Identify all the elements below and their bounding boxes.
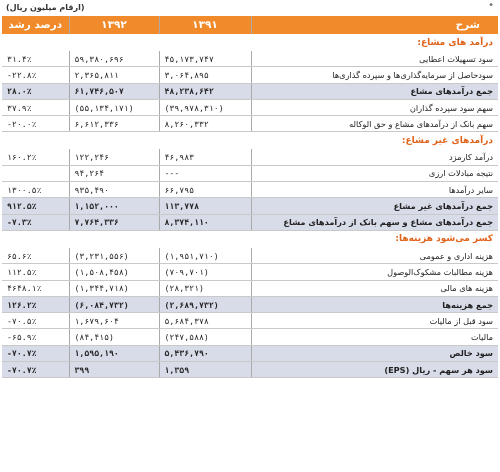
section-header [2, 132, 498, 150]
table-row [2, 264, 498, 280]
cell-1391: ۵,۴۳۶,۷۹۰ [159, 345, 251, 361]
row-desc: مالیات [251, 329, 498, 345]
cell-1392: (۶,۰۸۴,۷۳۲) [69, 296, 159, 312]
total-row [2, 83, 498, 99]
cell-1391: (۲,۶۸۹,۷۳۲) [159, 296, 251, 312]
cell-1391: ۱,۳۵۹ [159, 362, 251, 378]
table-body [2, 16, 498, 378]
row-desc: سایر درآمدها [251, 182, 498, 198]
cell-1391: (۷۰۹,۷۰۱) [159, 264, 251, 280]
cell-1392: ۹۳۵,۴۹۰ [69, 182, 159, 198]
cell-1391: ۴۶,۹۸۳ [159, 149, 251, 165]
row-desc: نتیجه مبادلات ارزی [251, 165, 498, 181]
row-desc: درآمد کارمزد [251, 149, 498, 165]
cell-growth: -۲۲.۸٪ [2, 67, 69, 83]
cell-1392: (۱,۳۴۴,۷۱۸) [69, 280, 159, 296]
table-header [2, 16, 498, 34]
header-1391: ۱۳۹۱ [159, 16, 251, 34]
section-label: کسر می‌شود هزینه‌ها: [2, 230, 498, 248]
cell-1392: ۶۱,۷۴۶,۵۰۷ [69, 83, 159, 99]
cell-growth: ۱۱۲.۵٪ [2, 264, 69, 280]
cell-1392: (۳,۲۳۱,۵۵۶) [69, 248, 159, 264]
cell-growth: -۷.۳٪ [2, 214, 69, 230]
cell-growth: ۳۱.۴٪ [2, 51, 69, 67]
header-1392: ۱۳۹۲ [69, 16, 159, 34]
cell-growth: -۷۰.۷٪ [2, 362, 69, 378]
row-desc: سهم سود سپرده گذاران [251, 99, 498, 115]
section-header [2, 34, 498, 51]
cell-growth: ۹۱۲.۵٪ [2, 198, 69, 214]
cell-1392: ۱۲۲,۲۴۶ [69, 149, 159, 165]
total-row [2, 198, 498, 214]
row-desc: سود خالص [251, 345, 498, 361]
cell-1392: ۵۹,۳۸۰,۶۹۶ [69, 51, 159, 67]
section-label: درآمد های مشاع: [2, 34, 498, 51]
cell-1391: (۲۸,۳۲۱) [159, 280, 251, 296]
row-desc: سود هر سهم - ریال (EPS) [251, 362, 498, 378]
table-row [2, 329, 498, 345]
table-row [2, 248, 498, 264]
table-row [2, 182, 498, 198]
cell-1392: ۱,۱۵۲,۰۰۰ [69, 198, 159, 214]
total-row [2, 214, 498, 230]
table-row [2, 280, 498, 296]
table-row [2, 116, 498, 132]
cell-1392: ۶,۶۱۲,۳۳۶ [69, 116, 159, 132]
total-row [2, 362, 498, 378]
row-desc: سودحاصل از سرمایه‌گذاری‌ها و سپرده گذاری‌ها [251, 67, 498, 83]
cell-growth: ۶۵.۶٪ [2, 248, 69, 264]
cell-growth: ۲۸.۰٪ [2, 83, 69, 99]
cell-1391: (۳۹,۹۷۸,۳۱۰) [159, 99, 251, 115]
row-desc: جمع درآمدهای مشاع و سهم بانک از درآمدهای مشاع [251, 214, 498, 230]
total-row [2, 345, 498, 361]
header-growth: درصد رشد [2, 16, 69, 34]
cell-1392: ۱,۶۷۹,۶۰۴ [69, 313, 159, 329]
header-desc: شرح [251, 16, 498, 34]
cell-1391: ۸,۳۷۴,۱۱۰ [159, 214, 251, 230]
cell-growth: ۱۳۰۰.۵٪ [2, 182, 69, 198]
cell-growth: -۷۰.۷٪ [2, 345, 69, 361]
cell-1391: ۴۸,۲۳۸,۶۴۲ [159, 83, 251, 99]
cell-1391: --- [159, 165, 251, 181]
cell-1391: ۳,۰۶۴,۸۹۵ [159, 67, 251, 83]
cell-1392: ۲,۳۶۵,۸۱۱ [69, 67, 159, 83]
row-desc: جمع هزینه‌ها [251, 296, 498, 312]
cell-1392: ۳۹۹ [69, 362, 159, 378]
cell-growth: ۳۷.۹٪ [2, 99, 69, 115]
cell-growth: -۶۵.۹٪ [2, 329, 69, 345]
cell-growth: ۱۲۶.۲٪ [2, 296, 69, 312]
table-row [2, 67, 498, 83]
cell-1391: ۴۵,۱۷۳,۷۴۷ [159, 51, 251, 67]
row-desc: سهم بانک از درآمدهای مشاع و حق الوکاله [251, 116, 498, 132]
cell-1392: ۱,۵۹۵,۱۹۰ [69, 345, 159, 361]
cell-1391: ۵,۶۸۴,۳۷۸ [159, 313, 251, 329]
cell-1392: (۸۴,۴۱۵) [69, 329, 159, 345]
row-desc: هزینه اداری و عمومی [251, 248, 498, 264]
table-row [2, 149, 498, 165]
row-desc: سود تسهیلات اعطایی [251, 51, 498, 67]
cell-1391: ۶۶,۷۹۵ [159, 182, 251, 198]
cell-1391: (۲۴۷,۵۸۸) [159, 329, 251, 345]
row-desc: سود قبل از مالیات [251, 313, 498, 329]
cell-1392: ۹۴,۲۶۴ [69, 165, 159, 181]
total-row [2, 296, 498, 312]
header-note: (ارقام میلیون ریال) [6, 3, 85, 12]
section-label: درآمدهای غیر مشاع: [2, 132, 498, 150]
row-desc: جمع درآمدهای مشاع [251, 83, 498, 99]
table-row [2, 313, 498, 329]
cell-growth [2, 165, 69, 181]
cell-1391: ۸,۲۶۰,۳۳۲ [159, 116, 251, 132]
cell-growth: ۴۶۴۸.۱٪ [2, 280, 69, 296]
row-desc: جمع درآمدهای غیر مشاع [251, 198, 498, 214]
cell-1391: (۱,۹۵۱,۷۱۰) [159, 248, 251, 264]
cell-growth: ۱۶۰.۲٪ [2, 149, 69, 165]
cell-1392: (۵۵,۱۳۴,۱۷۱) [69, 99, 159, 115]
table-row [2, 165, 498, 181]
cell-1392: (۱,۵۰۸,۴۵۸) [69, 264, 159, 280]
cell-growth: -۷۰.۵٪ [2, 313, 69, 329]
corner-dot: • [488, 0, 494, 11]
section-header [2, 230, 498, 248]
cell-growth: -۲۰.۰٪ [2, 116, 69, 132]
table-row [2, 51, 498, 67]
cell-1391: ۱۱۳,۷۷۸ [159, 198, 251, 214]
cell-1392: ۷,۷۶۴,۳۳۶ [69, 214, 159, 230]
table-row [2, 99, 498, 115]
financial-table [2, 16, 498, 378]
row-desc: هزینه مطالبات مشکوک‌الوصول [251, 264, 498, 280]
row-desc: هزینه های مالی [251, 280, 498, 296]
